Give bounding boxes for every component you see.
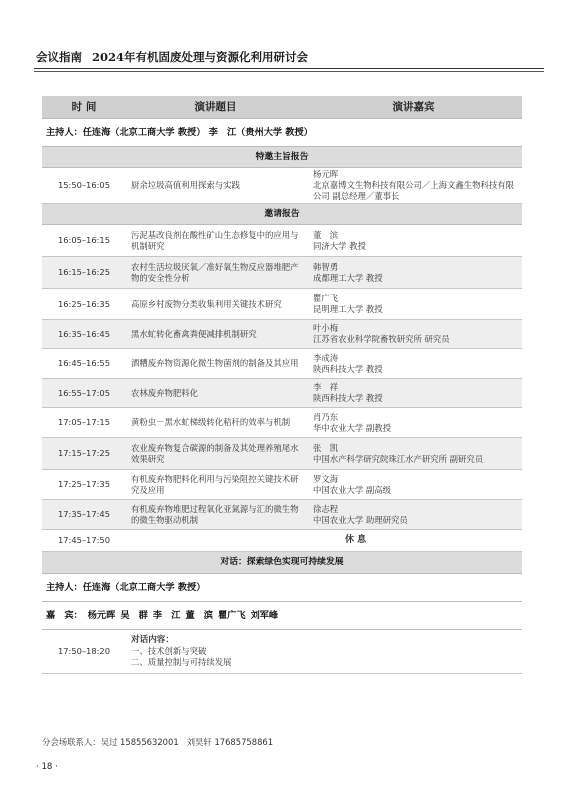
header-rule (34, 68, 544, 69)
keynote-name: 杨元晖 (313, 169, 339, 179)
page-number: · 18 · (36, 762, 58, 772)
guests-row (42, 602, 522, 630)
section-keynote-label: 特邀主旨报告 (42, 147, 522, 168)
speaker-name: 徐志程 (313, 503, 339, 514)
guest-name: 瞿广飞 (218, 610, 246, 621)
dialogue-item: 二、质量控制与可持续发展 (131, 657, 232, 667)
schedule-table (42, 96, 522, 674)
speaker-affiliation: 陕西科技大学 教授 (313, 393, 383, 403)
talk-time: 16:55–17:05 (42, 379, 126, 408)
dialogue-item: 一、技术创新与突破 (131, 646, 207, 656)
talk-row (42, 438, 522, 470)
speaker-affiliation: 华中农业大学 副教授 (313, 422, 392, 433)
talk-time: 16:05–16:15 (42, 225, 126, 257)
talk-title: 高原乡村废物分类收集利用关键技术研究 (126, 289, 305, 320)
header-section: 会议指南 (36, 50, 82, 64)
dialogue-row (42, 630, 522, 674)
keynote-aff: 北京嘉博文生物科技有限公司／上海文鑫生物科技有限公司 副总经理／董事长 (313, 180, 514, 201)
speaker-affiliation: 昆明理工大学 教授 (313, 304, 383, 314)
talk-speaker (305, 408, 522, 438)
guest-name: 杨元晖 (87, 610, 116, 621)
dialogue-label: 对话内容： (131, 635, 174, 645)
speaker-affiliation: 中国农业大学 副高级 (313, 484, 392, 495)
host-text: 主持人：任连海（北京工商大学 教授） 李 江（贵州大学 教授） (42, 119, 522, 147)
speaker-affiliation: 中国农业大学 助理研究员 (313, 514, 408, 525)
talk-speaker (305, 438, 522, 470)
talk-title: 有机废弃物肥料化利用与污染阻控关键技术研究及应用 (126, 470, 305, 500)
header-rule-thin (34, 71, 544, 72)
talk-title: 农村生活垃圾厌氧／准好氧生物反应器堆肥产物的安全性分析 (126, 257, 305, 289)
break-row (42, 530, 522, 552)
section-invited (42, 204, 522, 225)
talk-title: 污泥基改良剂在酸性矿山生态修复中的应用与机制研究 (126, 225, 305, 257)
keynote-speaker (305, 168, 522, 204)
speaker-affiliation: 中国水产科学研究院珠江水产研究所 副研究员 (313, 453, 484, 464)
talk-time: 16:45–16:55 (42, 349, 126, 379)
talk-row (42, 470, 522, 500)
header-conference: 2024年有机固废处理与资源化利用研讨会 (92, 50, 309, 64)
speaker-name: 李 祥 (313, 382, 339, 392)
guests-label: 嘉 宾： (46, 610, 83, 621)
speaker-affiliation: 陕西科技大学 教授 (313, 363, 383, 374)
talk-title: 黄粉虫－黑水虻梯级转化秸秆的效率与机制 (126, 408, 305, 438)
talk-time: 16:35–16:45 (42, 320, 126, 349)
host-row (42, 119, 522, 147)
contact-info (42, 736, 273, 748)
talk-title: 酒糟废弃物资源化微生物菌剂的制备及其应用 (126, 349, 305, 379)
talk-time: 17:35–17:45 (42, 500, 126, 530)
talk-time: 16:15–16:25 (42, 257, 126, 289)
keynote-row (42, 168, 522, 204)
host2-row (42, 574, 522, 602)
break-time: 17:45–17:50 (42, 530, 126, 552)
talk-speaker (305, 379, 522, 408)
speaker-name: 瞿广飞 (313, 293, 339, 303)
speaker-name: 罗文海 (313, 473, 339, 484)
talk-speaker (305, 320, 522, 349)
speaker-affiliation: 江苏省农业科学院畜牧研究所 研究员 (313, 334, 450, 344)
talk-speaker (305, 500, 522, 530)
talk-speaker (305, 225, 522, 257)
talk-row (42, 408, 522, 438)
talk-time: 16:25–16:35 (42, 289, 126, 320)
keynote-title: 厨余垃圾高值利用探索与实践 (126, 168, 305, 204)
contact-person-1: 吴过 15855632001 (100, 737, 179, 747)
guest-name: 刘军峰 (250, 610, 279, 621)
column-header-row (42, 96, 522, 119)
talk-title: 农林废弃物肥料化 (126, 379, 305, 408)
speaker-name: 肖乃东 (313, 411, 339, 422)
speaker-name: 李成涛 (313, 352, 339, 363)
talk-row (42, 289, 522, 320)
section-dialogue-label: 对话：探索绿色实现可持续发展 (42, 552, 522, 574)
speaker-name: 韩智勇 (313, 261, 339, 272)
invited-talks (42, 225, 522, 530)
dialogue-time: 17:50–18:20 (42, 630, 126, 674)
dialogue-content (126, 630, 522, 674)
speaker-name: 董 滨 (313, 229, 339, 240)
talk-time: 17:15–17:25 (42, 438, 126, 470)
speaker-name: 张 凯 (313, 442, 339, 453)
guest-name: 董 滨 (185, 610, 213, 621)
talk-time: 17:05–17:15 (42, 408, 126, 438)
contact-person-2: 刘昊轩 17685758861 (186, 737, 274, 747)
talk-row (42, 349, 522, 379)
talk-title: 有机废弃物堆肥过程氧化亚氮源与汇的微生物的微生物驱动机制 (126, 500, 305, 530)
col-speaker: 演讲嘉宾 (305, 96, 522, 119)
talk-title: 农业废弃物复合碳源的制备及其处理养殖尾水效果研究 (126, 438, 305, 470)
talk-row (42, 500, 522, 530)
speaker-affiliation: 成都理工大学 教授 (313, 272, 383, 283)
talk-row (42, 257, 522, 289)
talk-title: 黑水虻转化畜禽粪便减排机制研究 (126, 320, 305, 349)
guests-list (42, 602, 522, 630)
page-header (36, 49, 546, 65)
keynote-time: 15:50–16:05 (42, 168, 126, 204)
talk-speaker (305, 257, 522, 289)
col-title: 演讲题目 (126, 96, 305, 119)
talk-row (42, 379, 522, 408)
speaker-affiliation: 同济大学 教授 (313, 240, 366, 251)
talk-time: 17:25–17:35 (42, 470, 126, 500)
talk-row (42, 320, 522, 349)
guest-name: 李 江 (152, 610, 181, 621)
talk-speaker (305, 470, 522, 500)
section-invited-label: 邀请报告 (42, 204, 522, 225)
section-dialogue (42, 552, 522, 574)
contact-label: 分会场联系人： (42, 737, 101, 747)
talk-speaker (305, 349, 522, 379)
section-keynote (42, 147, 522, 168)
speaker-name: 叶小梅 (313, 323, 339, 333)
talk-speaker (305, 289, 522, 320)
talk-row (42, 225, 522, 257)
guest-name: 吴 群 (120, 610, 148, 621)
host2-text: 主持人：任连海（北京工商大学 教授） (42, 574, 522, 602)
col-time: 时 间 (42, 96, 126, 119)
break-label: 休 息 (305, 530, 522, 552)
